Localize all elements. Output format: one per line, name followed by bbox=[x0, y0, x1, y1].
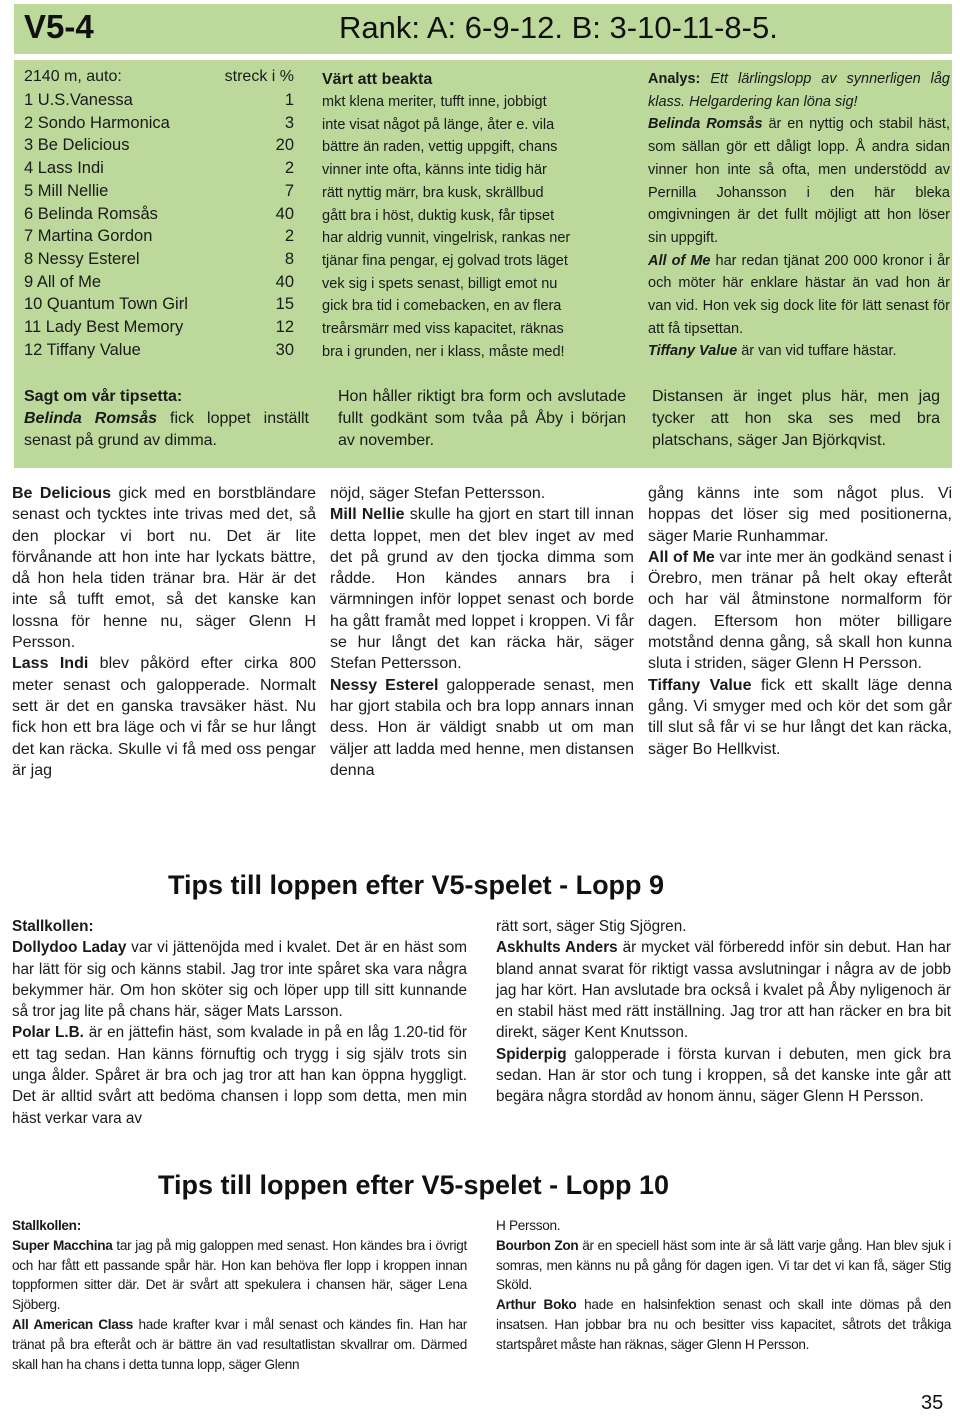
note-line: inte visat något på länge, åter e. vila bbox=[322, 116, 555, 133]
horse-name: Lass Indi bbox=[12, 655, 89, 673]
paragraph-text: galopperade senast, men har gjort stabila och bra lopp annars innan dess. Hon är väldigt snabb ut om man väljer att ladda med henne, men distansen denna bbox=[330, 676, 634, 779]
horse-name: Mill Nellie bbox=[330, 506, 405, 524]
horse-name: 7 Martina Gordon bbox=[24, 227, 153, 246]
tip-box-col2 bbox=[338, 386, 626, 452]
analysis-column bbox=[648, 68, 950, 363]
horse-name: 1 U.S.Vanessa bbox=[24, 91, 133, 109]
paragraph bbox=[330, 504, 634, 674]
note-line: vek sig i spets senast, billigt emot nu bbox=[322, 275, 558, 292]
horse-row bbox=[24, 295, 294, 317]
paragraph-text: är mycket väl förberedd inför sin debut. Han har bland annat svarat för riktigt vassa avslutningar i några av de jobb jag har kört. Han avslutade bra också i kvalet på Åby nyligenoch är en stabil häst med rätt inställning. Jag tror att han räcker en bra bit direkt, säger Kent Knutsson. bbox=[496, 939, 951, 1042]
horse-name: Tiffany Value bbox=[648, 343, 738, 360]
note-line: gick bra tid i comebacken, en av flera bbox=[322, 298, 562, 315]
distance-label: 2140 m, auto: bbox=[24, 68, 122, 85]
horse-name: Polar L.B. bbox=[12, 1024, 84, 1042]
horse-name: Askhults Anders bbox=[496, 939, 618, 957]
horse-row bbox=[24, 136, 294, 158]
paragraph-text: hade en halsinfektion senast och skall inte dömas på den insatsen. Han jobbar bra nu och besitter viss kapacitet, såtrots det tråkiga startspåret måste han räknas, säger Glenn H Persson. bbox=[496, 1297, 952, 1352]
lopp9-title: Tips till loppen efter V5-spelet - Lopp 9 bbox=[168, 870, 665, 900]
note-line: gått bra i höst, duktig kusk, får tipset bbox=[322, 207, 555, 224]
paragraph-text: är en nyttig och stabil häst, som sällan gör ett dåligt lopp. Å andra sidan vinner hon inte så ofta, men understödd av Pernilla Johansson i den här bleka omgivningen är det fullt möjligt att hon löser sin uppgift. bbox=[648, 116, 950, 246]
note-line: rätt nyttig märr, bra kusk, skrällbud bbox=[322, 184, 544, 201]
horse-name: 8 Nessy Esterel bbox=[24, 249, 140, 268]
page-number: 35 bbox=[921, 1392, 944, 1414]
percent-heading: streck i % bbox=[224, 68, 294, 85]
horse-name: Tiffany Value bbox=[648, 676, 752, 694]
horse-name: 11 Lady Best Memory bbox=[24, 318, 184, 336]
horse-name: 5 Mill Nellie bbox=[24, 181, 109, 200]
horse-name: 2 Sondo Harmonica bbox=[24, 113, 170, 132]
paragraph bbox=[496, 1295, 951, 1354]
notes-lines bbox=[322, 91, 622, 363]
paragraph-text: hade krafter kvar i mål senast och kändes fin. Han har tränat på bra efteråt och är bättre än vad resultatlistan skvallrar om. Därmed skall han ha chans i detta tunna lopp, säger Glenn bbox=[12, 1316, 468, 1372]
paragraph bbox=[496, 937, 951, 1043]
lopp10-column-2 bbox=[496, 1216, 951, 1355]
horse-percent: 2 bbox=[284, 227, 294, 246]
horse-name: All of Me bbox=[648, 548, 715, 566]
tip-horse-name: Belinda Romsås bbox=[24, 410, 158, 427]
tip-box-col1 bbox=[24, 386, 309, 452]
paragraph bbox=[496, 1044, 951, 1108]
horse-name: Belinda Romsås bbox=[648, 116, 763, 133]
horse-percent: 12 bbox=[275, 318, 294, 336]
horse-row bbox=[24, 227, 294, 249]
paragraph bbox=[330, 483, 634, 504]
horse-name: All of Me bbox=[648, 252, 711, 269]
race-title: V5-4 bbox=[24, 8, 94, 45]
race-header bbox=[14, 4, 952, 54]
note-line: har aldrig vunnit, vingelrisk, rankas ner bbox=[322, 230, 571, 247]
paragraph-text: skulle ha gjort en start till innan detta loppet, men det blev inget av med det på grund av den tjocka dimma som rådde. Hon kändes annars bra i värmningen inför loppet senast och borde ha gått framåt med loppet i kroppen. Vi får se hur långt det kan räcka här, säger Stefan Pettersson. bbox=[330, 506, 634, 673]
paragraph-text: gång känns inte som något plus. Vi hoppas det löser sig med positionerna, säger Marie Runhammar. bbox=[648, 485, 952, 545]
paragraph bbox=[648, 483, 952, 547]
horse-name: Super Macchina bbox=[12, 1237, 113, 1253]
horse-name: Be Delicious bbox=[12, 485, 112, 502]
lopp10-title: Tips till loppen efter V5-spelet - Lopp 10 bbox=[158, 1170, 670, 1200]
horse-row bbox=[24, 182, 294, 204]
paragraph bbox=[12, 937, 467, 1022]
paragraph-text: gick med en borstbländare senast och tycktes inte trivas med det, så den plockar vi bort nu. Det är lite förvånande att hon inte har lyckats bättre, då hon hela tiden tränar bra. Här är det inte så tufft emot, så det kanske kan lossna för henne nu, säger Glenn H Persson. bbox=[12, 485, 317, 652]
note-line: bättre än raden, vettig uppgift, chans bbox=[322, 139, 558, 156]
horse-row bbox=[24, 91, 294, 113]
note-line: tjänar fina pengar, ej golvad trots läget bbox=[322, 252, 568, 269]
note-line: bra i grunden, ner i klass, måste med! bbox=[322, 343, 565, 360]
paragraph bbox=[12, 1315, 467, 1374]
horse-row bbox=[24, 341, 294, 363]
paragraph-text: H Persson. bbox=[496, 1218, 561, 1233]
article-column-2 bbox=[330, 483, 634, 781]
notes-heading: Värt att beakta bbox=[322, 71, 433, 88]
horse-percent: 30 bbox=[275, 340, 294, 359]
lopp9-column-1 bbox=[12, 916, 467, 1129]
paragraph bbox=[330, 675, 634, 781]
analysis-paragraph bbox=[648, 113, 950, 249]
analysis-label: Analys: bbox=[648, 71, 701, 87]
horse-row bbox=[24, 159, 294, 181]
paragraph-text: rätt sort, säger Stig Sjögren. bbox=[496, 918, 687, 935]
horse-percent: 15 bbox=[275, 295, 294, 314]
paragraph bbox=[496, 1236, 951, 1295]
article-column-1 bbox=[12, 483, 316, 781]
paragraph bbox=[12, 483, 316, 653]
analysis-paragraph bbox=[648, 250, 950, 341]
horse-name: 4 Lass Indi bbox=[24, 159, 104, 178]
horse-row bbox=[24, 250, 294, 272]
horse-row bbox=[24, 205, 294, 227]
paragraph-text: har redan tjänat 200 000 kronor i år och möter här enklare hästar än vad hon är van vid. Hon vek sig dock lite för lätt senast för att få tipsettan. bbox=[648, 252, 950, 337]
paragraph bbox=[12, 1022, 467, 1128]
horse-percent: 40 bbox=[275, 272, 294, 291]
tip-box-col3 bbox=[652, 386, 940, 452]
stallkollen-label: Stallkollen: bbox=[12, 1218, 81, 1233]
note-line: treårsmärr med viss kapacitet, räknas bbox=[322, 321, 564, 338]
horse-percent: 40 bbox=[275, 204, 294, 223]
horse-percent: 7 bbox=[284, 181, 294, 200]
stallkollen-label: Stallkollen: bbox=[12, 918, 94, 935]
paragraph-text: är van vid tuffare hästar. bbox=[737, 343, 897, 360]
horse-name: 3 Be Delicious bbox=[24, 136, 130, 155]
horse-row bbox=[24, 114, 294, 136]
horse-row bbox=[24, 318, 294, 340]
lopp10-column-1 bbox=[12, 1216, 467, 1374]
horse-name: 9 All of Me bbox=[24, 272, 102, 291]
article-column-3 bbox=[648, 483, 952, 760]
paragraph-text: tar jag på mig galoppen med senast. Hon kändes bra i övrigt och har fått ett passande spår här. Hon kan behöva fler lopp i kroppen innan toppformen sitter där. Det är svårt att spekulera i chansen här, säger Lena Sjöberg. bbox=[12, 1237, 467, 1313]
paragraph bbox=[496, 1216, 951, 1236]
horse-name: Dollydoo Laday bbox=[12, 939, 127, 957]
paragraph-text: var inte mer än godkänd senast i Örebro, men tränar på helt okay efteråt och har väl åtminstone normalform för dagen. Eftersom hon möter billigare motstånd denna gång, så skall hon kunna sluta i striden, säger Glenn H Persson. bbox=[648, 548, 953, 673]
tip-heading: Sagt om vår tipsetta: bbox=[24, 388, 183, 405]
analysis-intro bbox=[648, 68, 950, 113]
paragraph bbox=[496, 916, 951, 937]
analysis-intro-text: Ett lärlingslopp av synnerligen låg klass. Helgardering kan löna sig! bbox=[648, 71, 950, 110]
paragraph bbox=[12, 1236, 467, 1315]
horse-percent: 8 bbox=[284, 249, 294, 268]
paragraph-text: nöjd, säger Stefan Pettersson. bbox=[330, 485, 546, 502]
paragraph bbox=[648, 547, 952, 675]
paragraph bbox=[12, 653, 316, 781]
notes-column bbox=[322, 68, 622, 363]
tip-text-2: Hon håller riktigt bra form och avslutade fullt godkänt som tvåa på Åby i början av november. bbox=[338, 388, 626, 449]
horse-row bbox=[24, 273, 294, 295]
paragraph-text: fick ett skallt läge denna gång. Vi smyger med och kör det som går till slut så får vi se hur långt det kan räcka, säger Bo Hellkvist. bbox=[648, 676, 952, 758]
horse-name: 12 Tiffany Value bbox=[24, 340, 141, 359]
paragraph-text: blev påkörd efter cirka 800 meter senast och galopperade. Normalt sett är det en ganska travsäker häst. Nu fick hon ett bra läge och vi får se hur långt det kan räcka. Skulle vi få med oss pengar är jag bbox=[12, 655, 316, 779]
rank-line: Rank: A: 6-9-12. B: 3-10-11-8-5. bbox=[339, 10, 778, 45]
paragraph-text: var vi jättenöjda med i kvalet. Det är en häst som har lätt för sig och känns stabil. Jag tror inte spåret ska vara några bekymmer här. Om hon sköter sig och löper upp till sitt kunnande så tror jag lite på chans här, säger Mats Larsson. bbox=[12, 939, 467, 1021]
horse-name: Arthur Boko bbox=[496, 1297, 577, 1313]
horse-name: 6 Belinda Romsås bbox=[24, 204, 158, 223]
horse-percent: 2 bbox=[284, 159, 294, 178]
paragraph-text: är en speciell häst som inte är så lätt varje gång. Han blev sjuk i somras, men känns nu på gång för dagen igen. Vi tar det vi kan få, säger Stig Sköld. bbox=[496, 1237, 951, 1293]
paragraph bbox=[648, 675, 952, 760]
horse-name: Spiderpig bbox=[496, 1045, 567, 1063]
horse-percent: 1 bbox=[284, 91, 294, 109]
horse-name: 10 Quantum Town Girl bbox=[24, 295, 188, 314]
lopp9-column-2 bbox=[496, 916, 951, 1108]
horse-name: Nessy Esterel bbox=[330, 676, 439, 694]
horse-percent: 3 bbox=[284, 113, 294, 132]
horse-name: All American Class bbox=[12, 1316, 134, 1332]
note-line: mkt klena meriter, tufft inne, jobbigt bbox=[322, 94, 547, 110]
tip-text-3: Distansen är inget plus här, men jag tycker att hon ska ses med bra platschans, säger Jan Björkqvist. bbox=[652, 388, 940, 449]
tip-text-1: fick loppet inställt senast på grund av dimma. bbox=[24, 410, 310, 449]
paragraph-text: är en jättefin häst, som kvalade in på en låg 1.20-tid för ett tag sedan. Han känns förnuftig och trygg i sig själv trots sin unga ålder. Spåret är bra och jag tror att han kan öppna hyggligt. Det är alltid svårt att bedöma chansen i lopp som detta, men min häst verkar vara av bbox=[12, 1024, 467, 1127]
analysis-paragraph bbox=[648, 340, 950, 363]
horse-percent: 20 bbox=[275, 136, 294, 155]
horse-name: Bourbon Zon bbox=[496, 1237, 579, 1253]
paragraph-text: galopperade i första kurvan i debuten, men gick bra sedan. Han är stor och tung i kroppen, så det kanske inte går att begära några stordåd av honom ännu, säger Glenn H Persson. bbox=[496, 1045, 951, 1106]
note-line: vinner inte ofta, känns inte tidig här bbox=[322, 162, 547, 179]
start-list-heading bbox=[24, 68, 294, 90]
